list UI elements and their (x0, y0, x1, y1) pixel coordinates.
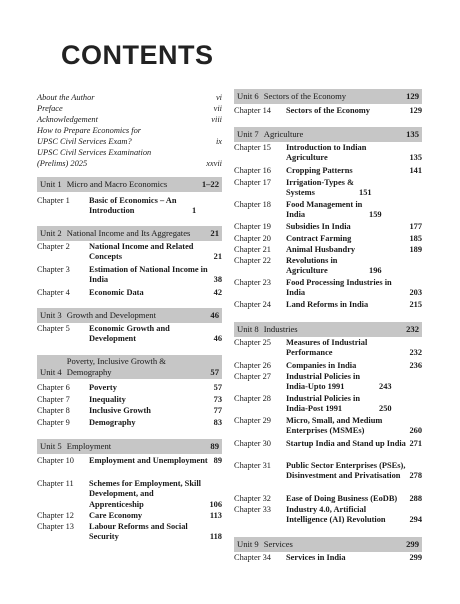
chapter-entry[interactable]: Chapter 4 Economic Data 42 (37, 288, 222, 297)
chapter-entry[interactable]: Chapter 15 Introduction to Indian Agriculture 135 (234, 143, 422, 163)
chapter-entry[interactable]: Chapter 30 Startup India and Stand up India 271 (234, 439, 422, 448)
chapter-entry[interactable]: Chapter 31 Public Sector Enterprises (PSEs), Disinvestment and Privatisation 278 (234, 461, 422, 481)
chapter-entry[interactable]: Chapter 13 Labour Reforms and Social Security 118 (37, 522, 222, 542)
chapter-entry[interactable]: Chapter 21 Animal Husbandry 189 (234, 245, 422, 254)
unit-heading[interactable]: Unit 8 Industries 232 (234, 322, 422, 337)
chapter-entry[interactable]: Chapter 17 Irrigation-Types & Systems 151 (234, 178, 372, 198)
chapter-entry[interactable]: Chapter 6 Poverty 57 (37, 383, 222, 392)
chapter-entry[interactable]: Chapter 12 Care Economy 113 (37, 511, 222, 520)
unit-heading[interactable]: Unit 6 Sectors of the Economy 129 (234, 89, 422, 104)
chapter-entry[interactable]: Chapter 8 Inclusive Growth 77 (37, 406, 222, 415)
unit-heading[interactable]: Unit 3 Growth and Development 46 (37, 308, 222, 323)
chapter-entry[interactable]: Chapter 26 Companies in India 236 (234, 361, 422, 370)
chapter-entry[interactable]: Chapter 19 Subsidies In India 177 (234, 222, 422, 231)
unit-heading[interactable]: Unit 7 Agriculture 135 (234, 127, 422, 142)
chapter-entry[interactable]: Chapter 9 Demography 83 (37, 418, 222, 427)
chapter-entry[interactable]: Chapter 10 Employment and Unemployment 89 (37, 456, 222, 465)
chapter-entry[interactable]: Chapter 27 Industrial Policies in India-Upto 1991 243 (234, 372, 392, 392)
front-matter-item[interactable]: About the Author vi (37, 93, 222, 102)
chapter-entry[interactable]: Chapter 32 Ease of Doing Business (EoDB) 288 (234, 494, 422, 503)
chapter-entry[interactable]: Chapter 2 National Income and Related Concepts 21 (37, 242, 222, 262)
front-matter-item[interactable]: How to Prepare Economics for UPSC Civil Services Exam? ix (37, 126, 222, 146)
unit-heading[interactable]: Unit 1 Micro and Macro Economics 1–22 (37, 177, 222, 192)
chapter-entry[interactable]: Chapter 25 Measures of Industrial Performance 232 (234, 338, 422, 358)
unit-heading[interactable]: Unit 9 Services 299 (234, 537, 422, 552)
chapter-entry[interactable]: Chapter 11 Schemes for Employment, Skill Development, and Apprenticeship 106 (37, 479, 222, 509)
chapter-entry[interactable]: Chapter 20 Contract Farming 185 (234, 234, 422, 243)
front-matter-list (37, 92, 222, 169)
chapter-entry[interactable]: Chapter 18 Food Management in India 159 (234, 200, 382, 220)
chapter-entry[interactable]: Chapter 16 Cropping Patterns 141 (234, 166, 422, 175)
chapter-entry[interactable]: Chapter 33 Industry 4.0, Artificial Intelligence (AI) Revolution 294 (234, 505, 422, 525)
chapter-entry[interactable]: Chapter 23 Food Processing Industries in India 203 (234, 278, 422, 298)
chapter-entry[interactable]: Chapter 14 Sectors of the Economy 129 (234, 106, 422, 115)
chapter-entry[interactable]: Chapter 24 Land Reforms in India 215 (234, 300, 422, 309)
chapter-entry[interactable]: Chapter 7 Inequality 73 (37, 395, 222, 404)
chapter-entry[interactable]: Chapter 1 Basic of Economics – An Introduction 1 (37, 196, 197, 216)
chapter-entry[interactable]: Chapter 29 Micro, Small, and Medium Enterprises (MSMEs) 260 (234, 416, 422, 436)
chapter-entry[interactable]: Chapter 22 Revolutions in Agriculture 196 (234, 256, 382, 276)
chapter-entry[interactable]: Chapter 28 Industrial Policies in India-Post 1991 250 (234, 394, 392, 414)
unit-heading[interactable]: Unit 2 National Income and Its Aggregates 21 (37, 226, 222, 241)
front-matter-item[interactable]: UPSC Civil Services Examination (Prelims) 2025 xxvii (37, 148, 222, 168)
unit-heading[interactable]: Unit 4 Poverty, Inclusive Growth & Demography 57 (37, 355, 222, 379)
page-title: CONTENTS (61, 40, 214, 70)
front-matter-item[interactable]: Acknowledgement viii (37, 115, 222, 124)
chapter-entry[interactable]: Chapter 34 Services in India 299 (234, 553, 422, 562)
chapter-entry[interactable]: Chapter 5 Economic Growth and Development 46 (37, 324, 222, 344)
unit-heading[interactable]: Unit 5 Employment 89 (37, 439, 222, 454)
front-matter-item[interactable]: Preface vii (37, 104, 222, 113)
chapter-entry[interactable]: Chapter 3 Estimation of National Income in India 38 (37, 265, 222, 285)
